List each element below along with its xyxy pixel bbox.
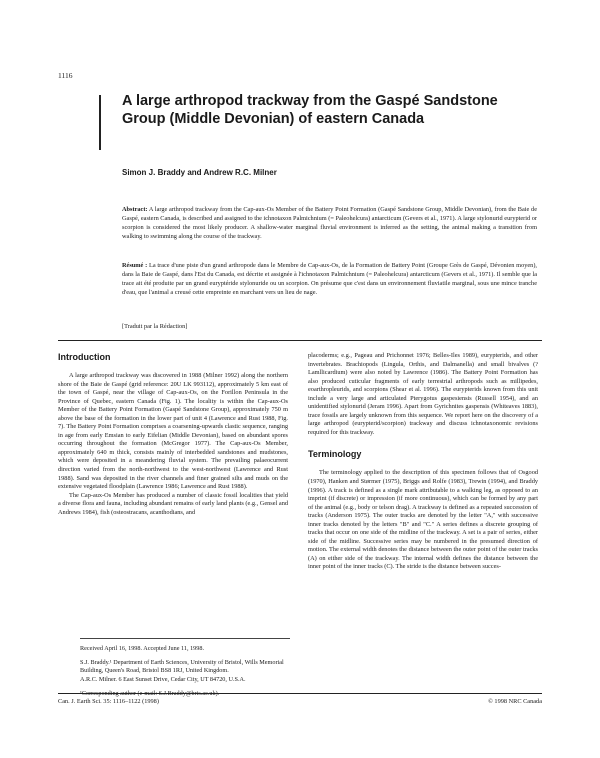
footnote-rule [80, 638, 290, 639]
abstract-label: Abstract: [122, 206, 148, 213]
section-rule [58, 340, 542, 341]
footnote [80, 645, 292, 698]
paper-title: A large arthropod trackway from the Gaspé Sandstone Group (Middle Devonian) of eastern Canada [122, 93, 498, 127]
left-column [58, 352, 288, 517]
intro-continuation: placoderms; e.g., Pageau and Prichonnet 1976; Belles-Iles 1989), eurypterids, and other invertebrates. Brachiopods (Lingula, Orthis, and Dalmanella) and small bivalves (?Lamllicardium) were also noted by Lawrence (1986). The Battery Point Formation has also produced cuticular fragments of early terrestrial arthropods such as millipedes, eoarthropleurids, and scorpions (Shear et al. 1996). The eurypterids known from this unit include a very large and articulated Pterygotus gaspesiensis (Russell 1954), and an unidentified stylonurid (Jeram 1996). Apart from Gyrichnites gaspensis (Whiteaves 1883), trace fossils are largely unknown from this sequence. We report here on the discovery of a large arthropod (eurypterid/scorpion) trackway and discuss ichnotaxonomic revisions required for this trackway. [308, 352, 538, 436]
copyright: © 1998 NRC Canada [488, 698, 542, 705]
author1-affiliation: S.J. Braddy.¹ Department of Earth Sciences, University of Bristol, Wills Memorial Building, Queen's Road, Bristol BS8 1RJ, United Kingdom. [80, 659, 284, 675]
resume-label: Résumé : [122, 262, 148, 269]
footer-rule [58, 693, 542, 694]
terminology-heading: Terminology [308, 449, 362, 460]
right-column [308, 352, 538, 572]
title-rule [99, 95, 101, 150]
abstract-text: A large arthropod trackway from the Cap-aux-Os Member of the Battery Point Formation (Gaspé Sandstone Group, Middle Devonian), from the Baie de Gaspé, eastern Canada, is described and assigned to the ichnotaxon Palmichnium (= Paleohelcura) antarcticum (Gevers et al., 1971). A large stylonurid eurypterid or scorpion is considered the most likely producer. A shallow-water marginal fluvial environment is inferred as the setting, the animal making a transition from walking to swimming along the course of the trackway. [122, 206, 537, 240]
resume [122, 262, 537, 298]
page-number: 1116 [58, 71, 73, 80]
terminology-paragraph: The terminology applied to the description of this specimen follows that of Osgood (1970), Hanken and Størmer (1975), Briggs and Rolfe (1983), Trewin (1994), and Braddy (1996). A track is defined as a single mark attributable to a walking leg, as opposed to an imprint (if discrete) or impression (if more continuous), which can be formed by any part of the animal (e.g., body or telson drag). A trackway is defined as a repeated succession of tracks (Anderson 1975). The outer tracks are denoted by the letter "A," with successive inner tracks denoted by the letters "B" and "C." A series defines a discrete grouping of tracks that occur on one side of the midline of the trackway. A set is a pair of series, either side of the midline. Successive series may be numbered in the presumed direction of motion. The external width denotes the distance between the outer point of the outer tracks (A) on either side of the trackway. The internal width defines the distance between the inner point of the inner tracks (C). The stride is the distance between succes- [308, 469, 538, 571]
author2-affiliation: A.R.C. Milner. 6 East Sunset Drive, Cedar City, UT 84720, U.S.A. [80, 675, 246, 683]
intro-paragraph-2: The Cap-aux-Os Member has produced a number of classic fossil localities that yield a diverse flora and fauna, including abundant remains of early land plants (e.g., Gensel and Andrews 1984), fish (osteostracans, acanthodians, and [58, 491, 288, 516]
received-dates: Received April 16, 1998. Accepted June 11, 1998. [80, 645, 205, 652]
resume-text: La trace d'une piste d'un grand arthropode dans le Membre de Cap-aux-Os, de la Formation de Battery Point (Groupe Grès de Gaspé, Dévonien moyen), dans la Baie de Gaspé, dans l'Est du Canada, est décrite et assignée à l'ichnotaxon Palmichnium (= Paleohelcura) antarcticum (Gevers et al., 1971). Il semble que la trace ait été produite par un grand euryptéride stylonuride ou un scorpion. On présume que c'est dans un environnement fluviatile marginal, sous une mince tranche d'eau, que l'animal a creusé cette empreinte en marchant vers un lieu de nage. [122, 262, 537, 296]
translated-note: [Traduit par la Rédaction] [122, 323, 188, 330]
intro-paragraph-1: A large arthropod trackway was discovered in 1988 (Milner 1992) along the northern shore of the Baie de Gaspé (grid reference: 20U LK 993112), approximately 5 km east of the town of Gaspé, near the village of Cap-aux-Os, on the Forillon Peninsula in the Province of Quebec, eastern Canada (Fig. 1). The locality is within the Cap-aux-Os Member of the Battery Point Formation (Gaspé Sandstone Group), approximately 750 m above the base of the formation in the lower part of unit 4 (Lawrence and Rust 1988, Fig. 7). The Battery Point Formation comprises a coarsening-upwards clastic sequence, ranging in age from early Emsian to early Eifelian (Middle Devonian), based on abundant spores occurring throughout the formation (McGregor 1977). The Cap-aux-Os Member, approximately 640 m thick, consists mainly of interbedded sandstones and mudstones, which were deposited in a meandering fluvial system. The prevailing palaeocurrent direction varied from the north-northwest to the west-northwest (Lawrence and Rust 1988). Sand was deposited in the river channels and finer grained silts and muds on the extensive vegetated floodplain (Lawrence 1986; Lawrence and Rust 1988). [58, 372, 288, 491]
introduction-heading: Introduction [58, 352, 111, 362]
abstract [122, 206, 537, 242]
journal-info: Can. J. Earth Sci. 35: 1116–1122 (1998) [58, 698, 159, 705]
authors: Simon J. Braddy and Andrew R.C. Milner [122, 168, 277, 177]
